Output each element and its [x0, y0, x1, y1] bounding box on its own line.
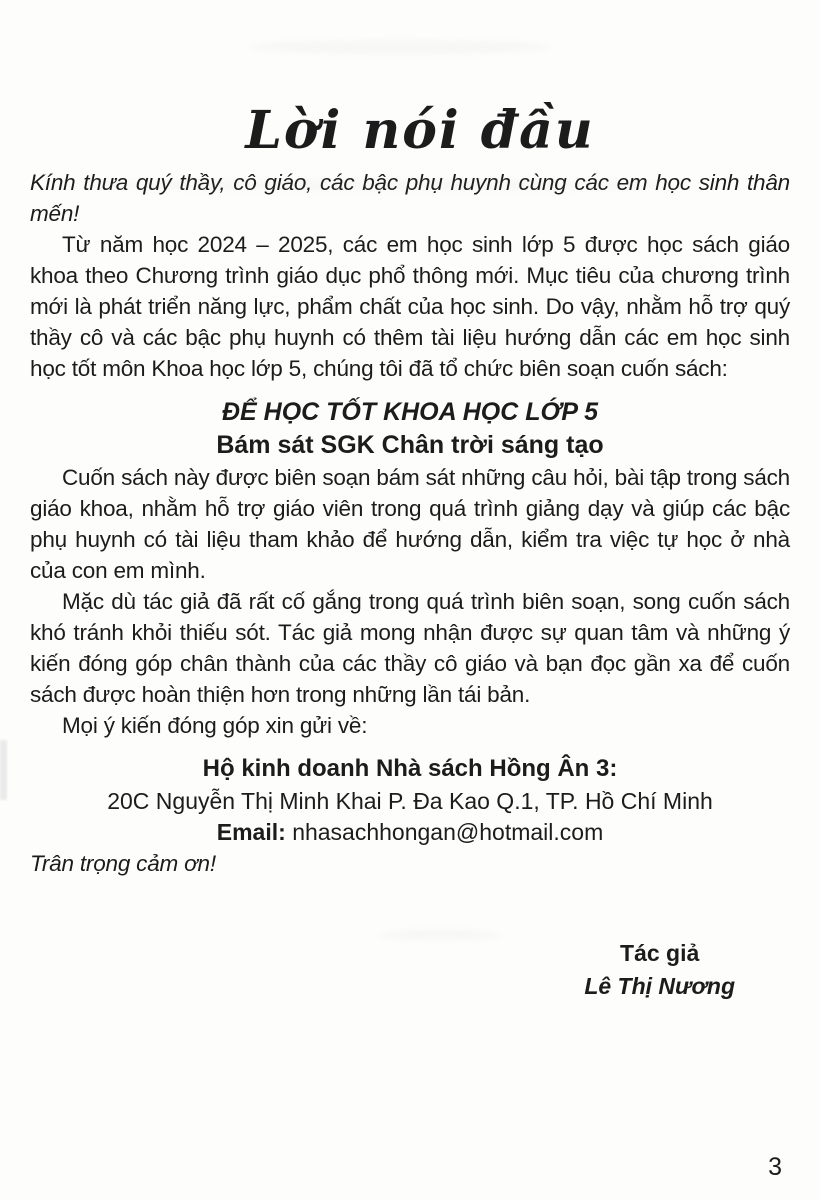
contact-email-line — [30, 817, 790, 848]
salutation-paragraph: Kính thưa quý thầy, cô giáo, các bậc phụ huynh cùng các em học sinh thân mến! — [30, 170, 790, 226]
contact-block — [30, 752, 790, 848]
contact-name: Hộ kinh doanh Nhà sách Hồng Ân 3: — [202, 755, 618, 782]
page-title-calligraphic: Lời nói đầu — [245, 100, 595, 161]
book-subtitle: Bám sát SGK Chân trời sáng tạo — [216, 431, 604, 459]
thanks-line: Trân trọng cảm ơn! — [30, 851, 216, 876]
book-heading — [30, 395, 790, 462]
intro-paragraph: Từ năm học 2024 – 2025, các em học sinh lớp 5 được học sách giáo khoa theo Chương trình giáo dục phổ thông mới. Mục tiêu của chương trình mới là phát triển năng lực, phẩm chất của học sinh. Do vậy, nhằm hỗ trợ quý thầy cô và các bậc phụ huynh có thêm tài liệu hướng dẫn các em học sinh học tốt môn Khoa học lớp 5, chúng tôi đã tổ chức biên soạn cuốn sách: — [30, 232, 790, 381]
apology-paragraph: Mặc dù tác giả đã rất cố gắng trong quá trình biên soạn, song cuốn sách khó tránh khỏi thiếu sót. Tác giả mong nhận được sự quan tâm và những ý kiến đóng góp chân thành của các thầy cô giáo và bạn đọc gần xa để cuốn sách được hoàn thiện hơn trong những lần tái bản. — [30, 589, 790, 707]
signature-block — [584, 937, 735, 1003]
page-number: 3 — [768, 1153, 782, 1181]
about-paragraph: Cuốn sách này được biên soạn bám sát những câu hỏi, bài tập trong sách giáo khoa, nhằm hỗ trợ giáo viên trong quá trình giảng dạy và giúp các bậc phụ huynh có tài liệu tham khảo để hướng dẫn, kiểm tra việc tự học ở nhà của con em mình. — [30, 465, 790, 583]
contact-address: 20C Nguyễn Thị Minh Khai P. Đa Kao Q.1, TP. Hồ Chí Minh — [107, 788, 713, 814]
email-address: nhasachhongan@hotmail.com — [292, 819, 604, 845]
feedback-invite-line: Mọi ý kiến đóng góp xin gửi về: — [62, 713, 368, 738]
email-label: Email: — [216, 819, 286, 845]
scan-artifact — [380, 930, 500, 940]
scan-artifact — [250, 40, 550, 54]
signature-role: Tác giả — [620, 940, 700, 966]
book-title: ĐỂ HỌC TỐT KHOA HỌC LỚP 5 — [221, 398, 599, 426]
signature-name: Lê Thị Nương — [584, 973, 735, 999]
scan-artifact — [0, 740, 7, 800]
